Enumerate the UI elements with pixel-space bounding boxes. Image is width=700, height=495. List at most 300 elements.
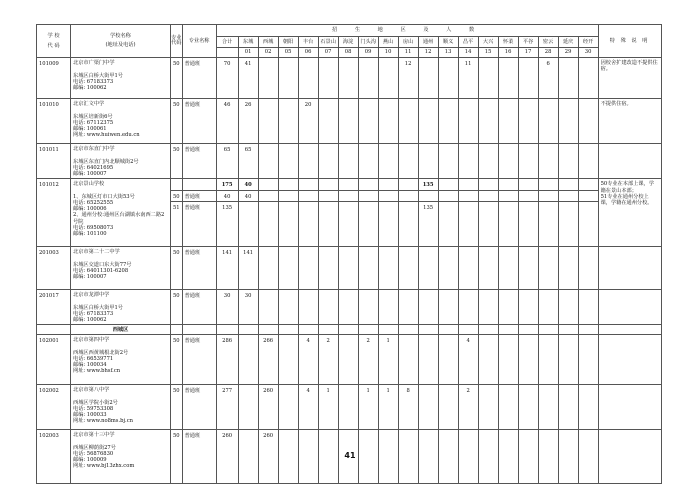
count-cell (578, 385, 598, 430)
count-cell (578, 58, 598, 99)
count-cell (358, 290, 378, 325)
special-note (598, 179, 661, 247)
count-cell (538, 179, 558, 190)
count-cell (238, 335, 258, 385)
district-blank-cell (338, 325, 358, 335)
school-code: 102003 (37, 430, 71, 484)
count-cell (358, 190, 378, 201)
count-cell (518, 144, 538, 179)
count-cell (538, 290, 558, 325)
count-cell: 41 (238, 58, 258, 99)
header-region-code: 12 (418, 48, 438, 58)
count-cell (438, 385, 458, 430)
header-school-name-sub: (地址及电话) (105, 42, 136, 48)
school-name: 北京市第四中学 (73, 337, 110, 344)
count-cell (478, 335, 498, 385)
district-code-blank (37, 325, 71, 335)
count-cell (498, 190, 518, 201)
count-cell (258, 144, 278, 179)
school-code: 102001 (37, 335, 71, 385)
count-cell (578, 247, 598, 290)
school-code: 101011 (37, 144, 71, 179)
count-cell (478, 179, 498, 190)
count-cell (458, 144, 478, 179)
count-cell (518, 247, 538, 290)
count-cell: 4 (458, 335, 478, 385)
header-region-code: 08 (338, 48, 358, 58)
count-cell (278, 385, 298, 430)
count-cell (558, 190, 578, 201)
count-cell (578, 190, 598, 201)
header-school-code-text: 学 校 代 码 (47, 33, 60, 49)
header-region-name: 合计 (216, 37, 238, 48)
major-code: 51 (171, 202, 183, 247)
count-cell (578, 179, 598, 190)
major-name: 普通班 (182, 58, 216, 99)
school-address-contact: 西城区学院小街2号 电话: 59753308 邮编: 100033 网址: www.no8ms.bj.cn (73, 399, 133, 425)
count-cell (518, 202, 538, 247)
count-cell (458, 247, 478, 290)
count-cell (358, 179, 378, 190)
district-blank-cell (258, 325, 278, 335)
school-info (71, 335, 171, 385)
header-region-name: 平谷 (518, 37, 538, 48)
header-region-code: 07 (318, 48, 338, 58)
count-cell: 11 (458, 58, 478, 99)
school-info (71, 58, 171, 99)
count-cell (378, 202, 398, 247)
header-region-code: 11 (398, 48, 418, 58)
count-cell (358, 144, 378, 179)
count-cell (558, 202, 578, 247)
school-name: 北京市第八中学 (73, 387, 110, 394)
header-region-code: 29 (558, 48, 578, 58)
count-cell (378, 99, 398, 144)
district-blank-cell (518, 325, 538, 335)
count-cell (498, 385, 518, 430)
count-cell (398, 99, 418, 144)
school-name: 北京市第二十二中学 (73, 249, 120, 256)
school-name: 北京市龙潭中学 (73, 292, 110, 299)
count-cell (278, 190, 298, 201)
page-number: 41 (344, 451, 356, 460)
district-blank-cell (558, 325, 578, 335)
count-cell (538, 99, 558, 144)
count-cell (318, 179, 338, 190)
header-region-name: 朝阳 (278, 37, 298, 48)
count-cell: 40 (238, 179, 258, 190)
count-cell (418, 144, 438, 179)
count-cell (258, 179, 278, 190)
count-cell (518, 290, 538, 325)
count-cell (438, 144, 458, 179)
header-region-code: 05 (278, 48, 298, 58)
header-special-note: 特 殊 说 明 (598, 25, 661, 58)
header-region-code: 09 (358, 48, 378, 58)
major-code: 50 (171, 385, 183, 430)
count-cell (418, 99, 438, 144)
enrollment-table-sheet (36, 24, 662, 484)
count-cell (558, 290, 578, 325)
school-row (37, 99, 662, 144)
school-info (71, 99, 171, 144)
district-blank-cell (418, 325, 438, 335)
count-cell (318, 247, 338, 290)
count-cell (498, 179, 518, 190)
count-cell (498, 99, 518, 144)
header-region-name: 西城 (258, 37, 278, 48)
district-blank-cell (458, 325, 478, 335)
count-cell: 65 (238, 144, 258, 179)
count-cell (458, 290, 478, 325)
count-cell (498, 144, 518, 179)
header-region-name: 怀柔 (498, 37, 518, 48)
count-cell (338, 247, 358, 290)
district-blank-cell (598, 325, 661, 335)
count-cell (438, 202, 458, 247)
count-cell (478, 290, 498, 325)
major-name: 普通班 (182, 99, 216, 144)
district-blank-cell (182, 325, 216, 335)
count-cell (538, 385, 558, 430)
count-cell (538, 144, 558, 179)
major-code: 50 (171, 58, 183, 99)
enrollment-table (36, 24, 662, 484)
count-cell (378, 290, 398, 325)
count-cell (258, 202, 278, 247)
header-region-code: 06 (298, 48, 318, 58)
school-row (37, 290, 662, 325)
count-cell: 141 (216, 247, 238, 290)
special-note (598, 290, 661, 325)
count-cell (298, 290, 318, 325)
special-note (598, 144, 661, 179)
count-cell: 1 (378, 335, 398, 385)
school-info (71, 290, 171, 325)
count-cell (278, 179, 298, 190)
district-heading: 西城区 (71, 325, 171, 335)
school-address-contact: 东城区白桥大街甲1号 电话: 67183373 邮编: 100062 (73, 304, 123, 324)
count-cell: 4 (298, 385, 318, 430)
count-cell (438, 99, 458, 144)
school-address-contact: 东城区东直门内北顺城街2号 电话: 64021695 邮编: 100007 (73, 158, 139, 178)
district-blank-cell (171, 325, 183, 335)
count-cell: 70 (216, 58, 238, 99)
count-cell (298, 144, 318, 179)
header-region-code (216, 48, 238, 58)
count-cell (258, 190, 278, 201)
count-cell: 260 (258, 430, 278, 484)
school-name: 北京市广渠门中学 (73, 60, 115, 66)
school-row (37, 385, 662, 430)
count-cell (438, 335, 458, 385)
count-cell (318, 58, 338, 99)
count-cell (258, 247, 278, 290)
count-cell (518, 190, 538, 201)
count-cell (398, 202, 418, 247)
district-blank-cell (578, 325, 598, 335)
count-cell (418, 385, 438, 430)
header-school-code (37, 25, 71, 58)
count-cell: 266 (258, 335, 278, 385)
header-region-name: 门头沟 (358, 37, 378, 48)
count-cell: 277 (216, 385, 238, 430)
district-blank-cell (358, 325, 378, 335)
header-region-code: 28 (538, 48, 558, 58)
count-cell (558, 99, 578, 144)
count-cell (478, 144, 498, 179)
major-code: 50 (171, 144, 183, 179)
major-code: 50 (171, 190, 183, 201)
count-cell (418, 335, 438, 385)
count-cell (518, 58, 538, 99)
school-row (37, 247, 662, 290)
header-school-name-text: 学校名称 (110, 33, 131, 39)
school-name: 北京汇文中学 (73, 101, 105, 107)
count-cell (418, 190, 438, 201)
school-code: 201017 (37, 290, 71, 325)
count-cell (458, 99, 478, 144)
major-name: 普通班 (182, 190, 216, 201)
count-cell (478, 99, 498, 144)
count-cell (318, 190, 338, 201)
count-cell (458, 190, 478, 201)
district-blank-cell (278, 325, 298, 335)
count-cell: 1 (318, 385, 338, 430)
school-address-contact: 东城区白桥大街甲1号 电话: 67183373 邮编: 100062 (73, 72, 123, 92)
school-address-contact: 西城区柳荫街27号 电话: 56876830 邮编: 100009 网址: www.bj13zhx.com (73, 444, 135, 470)
count-cell: 4 (298, 335, 318, 385)
count-cell: 141 (238, 247, 258, 290)
school-address-contact: 西城区西黄城根北街2号 电话: 66539771 邮编: 100034 网址: www.bhsf.cn (73, 349, 129, 375)
school-info (71, 247, 171, 290)
count-cell (418, 58, 438, 99)
district-blank-cell (498, 325, 518, 335)
count-cell (278, 247, 298, 290)
major-name: 普通班 (182, 290, 216, 325)
header-region-code: 01 (238, 48, 258, 58)
count-cell (298, 247, 318, 290)
header-major-code: 专业代码 (171, 25, 183, 58)
school-address-contact: 1、东城区灯市口大街53号 电话: 65252555 邮编: 100006 2、通州分校:通州区台湖镇水南西二路2号院 电话: 69508073 邮编: 101100 (73, 193, 165, 238)
count-cell (558, 335, 578, 385)
special-note (598, 335, 661, 385)
count-cell: 260 (258, 385, 278, 430)
school-code: 101012 (37, 179, 71, 247)
major-name: 普通班 (182, 202, 216, 247)
school-code: 102002 (37, 385, 71, 430)
count-cell (578, 99, 598, 144)
count-cell (438, 179, 458, 190)
count-cell (378, 144, 398, 179)
count-cell (338, 385, 358, 430)
count-cell: 26 (238, 99, 258, 144)
special-note (598, 247, 661, 290)
count-cell (398, 290, 418, 325)
count-cell (538, 190, 558, 201)
district-blank-cell (538, 325, 558, 335)
school-address-contact: 东城区培新街6号 电话: 67112375 邮编: 100061 网址: www.huiwen.edu.cn (73, 113, 140, 139)
count-cell (338, 202, 358, 247)
count-cell: 6 (538, 58, 558, 99)
count-cell: 1 (358, 385, 378, 430)
count-cell (438, 58, 458, 99)
count-cell (538, 335, 558, 385)
special-note (598, 385, 661, 430)
count-cell: 65 (216, 144, 238, 179)
count-cell (498, 247, 518, 290)
count-cell (258, 58, 278, 99)
count-cell (298, 190, 318, 201)
count-cell (318, 202, 338, 247)
count-cell (358, 202, 378, 247)
count-cell (318, 144, 338, 179)
special-note: 因校舍扩建改造不提供住宿。 (598, 58, 661, 99)
count-cell: 135 (418, 202, 438, 247)
count-cell (338, 190, 358, 201)
school-row (37, 58, 662, 99)
count-cell (398, 247, 418, 290)
count-cell (398, 144, 418, 179)
count-cell (338, 290, 358, 325)
count-cell (558, 179, 578, 190)
count-cell (338, 58, 358, 99)
count-cell (518, 385, 538, 430)
major-code: 50 (171, 430, 183, 484)
count-cell: 2 (458, 385, 478, 430)
count-cell (458, 179, 478, 190)
header-region-name: 丰台 (298, 37, 318, 48)
count-cell (578, 290, 598, 325)
count-cell (538, 202, 558, 247)
district-blank-cell (298, 325, 318, 335)
major-name: 普通班 (182, 144, 216, 179)
school-info (71, 385, 171, 430)
special-note-line: 51专业在通州分校上课，学籍在通州分校。 (600, 194, 653, 207)
special-note: 不提供住宿。 (598, 99, 661, 144)
count-cell (478, 385, 498, 430)
count-cell: 135 (216, 202, 238, 247)
count-cell (398, 335, 418, 385)
count-cell (558, 247, 578, 290)
header-region-name: 延庆 (558, 37, 578, 48)
count-cell (258, 290, 278, 325)
header-major-name: 专业名称 (182, 25, 216, 58)
school-address-contact: 东城区交道口东大街77号 电话: 64011301-6208 邮编: 100007 (73, 261, 132, 281)
header-region-name: 经开 (578, 37, 598, 48)
count-cell: 2 (318, 335, 338, 385)
count-cell (518, 99, 538, 144)
header-region-name: 顺义 (438, 37, 458, 48)
count-cell (338, 99, 358, 144)
count-cell (578, 202, 598, 247)
district-blank-cell (438, 325, 458, 335)
header-region-name: 海淀 (338, 37, 358, 48)
header-region-code: 17 (518, 48, 538, 58)
count-cell (278, 202, 298, 247)
special-note-line: 50专业在本部上课，学籍在景山本部； (600, 181, 654, 194)
district-blank-cell (378, 325, 398, 335)
count-cell: 20 (298, 99, 318, 144)
school-code: 101009 (37, 58, 71, 99)
header-region-name: 房山 (398, 37, 418, 48)
count-cell (478, 202, 498, 247)
count-cell (318, 99, 338, 144)
major-code: 50 (171, 290, 183, 325)
header-school-name (71, 25, 171, 58)
count-cell (418, 247, 438, 290)
count-cell: 1 (378, 385, 398, 430)
header-region-code: 16 (498, 48, 518, 58)
count-cell (338, 144, 358, 179)
count-cell (378, 179, 398, 190)
major-code: 50 (171, 99, 183, 144)
header-region-title: 招 生 地 区 及 人 数 (216, 25, 598, 37)
count-cell: 2 (358, 335, 378, 385)
school-name: 北京市第十三中学 (73, 432, 115, 439)
major-code-blank (171, 179, 183, 190)
major-name: 普通班 (182, 385, 216, 430)
count-cell (558, 385, 578, 430)
district-blank-cell (216, 325, 238, 335)
school-name: 北京景山学校 (73, 181, 105, 188)
count-cell (298, 179, 318, 190)
header-region-name: 石景山 (318, 37, 338, 48)
count-cell (538, 247, 558, 290)
header-region-code: 14 (458, 48, 478, 58)
count-cell (278, 335, 298, 385)
major-name: 普通班 (182, 247, 216, 290)
header-region-code: 10 (378, 48, 398, 58)
major-name: 普通班 (182, 430, 216, 484)
school-code: 101010 (37, 99, 71, 144)
count-cell (438, 247, 458, 290)
count-cell (438, 290, 458, 325)
header-region-code: 15 (478, 48, 498, 58)
header-region-name: 燕山 (378, 37, 398, 48)
count-cell (378, 190, 398, 201)
district-blank-cell (238, 325, 258, 335)
count-cell: 12 (398, 58, 418, 99)
count-cell (298, 58, 318, 99)
count-cell (298, 202, 318, 247)
header-region-name: 昌平 (458, 37, 478, 48)
count-cell (358, 99, 378, 144)
count-cell (238, 385, 258, 430)
count-cell (518, 335, 538, 385)
count-cell (278, 58, 298, 99)
count-cell (458, 202, 478, 247)
major-code: 50 (171, 247, 183, 290)
count-cell: 8 (398, 385, 418, 430)
count-cell (438, 190, 458, 201)
count-cell (278, 290, 298, 325)
header-region-code: 13 (438, 48, 458, 58)
count-cell (578, 335, 598, 385)
count-cell (378, 58, 398, 99)
major-code: 50 (171, 335, 183, 385)
header-region-code: 30 (578, 48, 598, 58)
count-cell: 260 (216, 430, 238, 484)
header-region-name: 东城 (238, 37, 258, 48)
district-blank-cell (318, 325, 338, 335)
count-cell: 30 (238, 290, 258, 325)
count-cell: 286 (216, 335, 238, 385)
count-cell (378, 247, 398, 290)
count-cell (558, 144, 578, 179)
school-row (37, 335, 662, 385)
count-cell (398, 190, 418, 201)
